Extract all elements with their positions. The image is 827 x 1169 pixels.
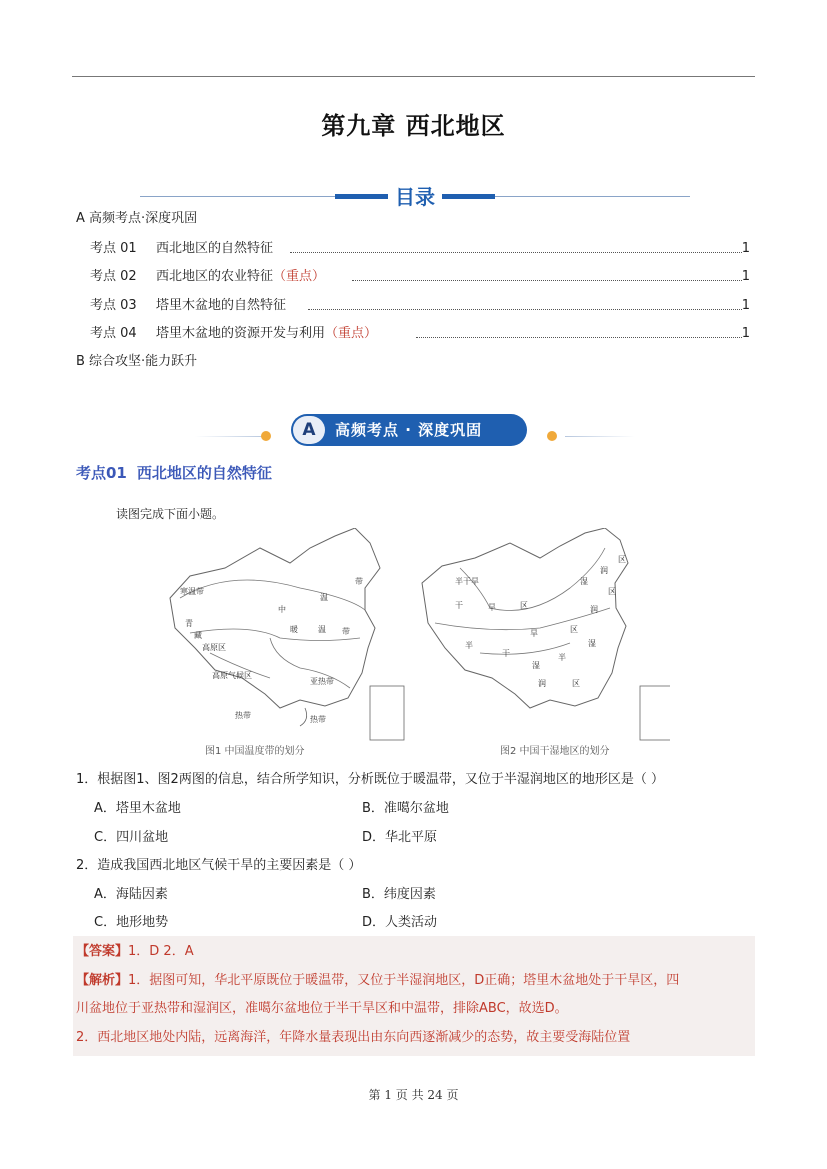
toc-entry-page: 1 <box>741 326 750 341</box>
toc-entry-num: 考点 02 <box>90 269 137 284</box>
map2-label: 润 <box>600 566 608 575</box>
question-1: 1．根据图1、图2两图的信息，结合所学知识，分析既位于暖温带，又位于半湿润地区的地形区是（ ） <box>76 772 664 787</box>
map2-label: 区 <box>520 601 528 610</box>
map1-label: 带 <box>342 627 350 636</box>
map2-label: 润 <box>538 679 546 688</box>
instruction-text: 读图完成下面小题。 <box>116 507 225 521</box>
map1-label: 带 <box>355 577 363 586</box>
banner-rule-left <box>195 436 265 437</box>
map2-label: 半干旱 <box>455 577 479 586</box>
map2-label: 润 <box>590 605 598 614</box>
map2-label: 湿 <box>580 577 588 586</box>
analysis-text: 1．据图可知，华北平原既位于暖温带，又位于半湿润地区，D正确；塔里木盆地处于干旱区，四 <box>128 973 680 988</box>
q1-option-a[interactable]: A．塔里木盆地 <box>94 801 181 816</box>
map2-label: 干 <box>455 601 463 610</box>
q2-option-c[interactable]: C．地形地势 <box>94 915 169 930</box>
toc-entry-num: 考点 03 <box>90 298 137 313</box>
q1-option-d[interactable]: D．华北平原 <box>362 830 438 845</box>
map2-label: 旱 <box>530 629 538 638</box>
map-temperature-zones <box>170 528 404 757</box>
toc-section-a[interactable]: A 高频考点·深度巩固 <box>76 211 198 226</box>
map1-label: 温 <box>320 593 328 602</box>
toc-entry-title: 西北地区的农业特征（重点） <box>156 269 326 284</box>
toc-entry[interactable] <box>90 240 750 258</box>
analysis-label: 【解析】 <box>76 973 129 988</box>
map2-label: 半 <box>558 653 566 662</box>
map1-label: 亚热带 <box>310 677 334 686</box>
toc-entry-page: 1 <box>741 298 750 313</box>
map-dry-wet-zones <box>422 528 670 757</box>
toc-entry-title: 西北地区的自然特征 <box>156 241 274 256</box>
section-banner <box>195 414 635 448</box>
map2-label: 区 <box>608 587 616 596</box>
toc-entry[interactable] <box>90 297 750 315</box>
map1-label: 温 <box>318 625 326 634</box>
analysis-line-2: 川盆地位于亚热带和湿润区，准噶尔盆地位于半干旱区和中温带，排除ABC，故选D。 <box>76 1001 568 1016</box>
toc-entry-title: 塔里木盆地的资源开发与利用（重点） <box>156 326 378 341</box>
map2-label: 旱 <box>488 603 496 612</box>
toc-section-b[interactable]: B 综合攻坚·能力跃升 <box>76 354 198 369</box>
q1-option-c[interactable]: C．四川盆地 <box>94 830 169 845</box>
map2-label: 湿 <box>588 639 596 648</box>
banner-letter: A <box>293 416 325 444</box>
answer-text: 1．D 2．A <box>128 944 194 959</box>
banner-dot-right <box>547 431 557 441</box>
toc-leader-dots <box>352 280 742 281</box>
map1-label: 高原气候区 <box>212 671 252 680</box>
map2-label: 半 <box>465 641 473 650</box>
map1-label: 暖 <box>290 625 298 634</box>
banner-rule-right <box>565 436 635 437</box>
toc-entry[interactable] <box>90 268 750 286</box>
map1-label: 藏 <box>194 631 202 640</box>
toc-leader-dots <box>308 309 742 310</box>
header-rule <box>72 76 755 77</box>
kp-title: 西北地区的自然特征 <box>136 464 272 482</box>
toc-entry-title: 塔里木盆地的自然特征 <box>156 298 287 313</box>
knowledge-point-heading <box>76 462 272 483</box>
banner-dot-left <box>261 431 271 441</box>
map1-label: 热带 <box>310 715 326 724</box>
toc-entry[interactable] <box>90 325 750 343</box>
map2-label: 干 <box>502 649 510 658</box>
map2-label: 区 <box>618 555 626 564</box>
map1-label: 中 <box>278 605 286 614</box>
map2-caption: 图2 中国干湿地区的划分 <box>500 746 610 757</box>
map2-label: 区 <box>572 679 580 688</box>
toc-title: 目录 <box>395 185 435 209</box>
toc-entry-num: 考点 04 <box>90 326 137 341</box>
map2-label: 湿 <box>532 661 540 670</box>
map1-label: 寒温带 <box>180 587 204 596</box>
analysis-line-3: 2．西北地区地处内陆，远离海洋，年降水量表现出由东向西逐渐减少的态势，故主要受海陆位置 <box>76 1030 631 1045</box>
analysis-line-1 <box>76 969 679 988</box>
toc-entry-num: 考点 01 <box>90 241 137 256</box>
toc-bar-right <box>442 194 495 199</box>
map1-caption: 图1 中国温度带的划分 <box>205 746 305 757</box>
map2-label: 区 <box>570 625 578 634</box>
toc-entry-page: 1 <box>741 241 750 256</box>
q2-option-d[interactable]: D．人类活动 <box>362 915 438 930</box>
toc-rule-right <box>495 196 690 197</box>
q1-option-b[interactable]: B．准噶尔盆地 <box>362 801 449 816</box>
kp-number: 考点01 <box>76 464 127 482</box>
toc-heading <box>140 180 690 210</box>
toc-entry-page: 1 <box>741 269 750 284</box>
answer-label: 【答案】 <box>76 944 129 959</box>
map1-label: 青 <box>185 619 193 628</box>
map1-label: 高原区 <box>202 643 226 652</box>
question-2: 2．造成我国西北地区气候干旱的主要因素是（ ） <box>76 858 362 873</box>
toc-bar-left <box>335 194 388 199</box>
climate-maps-figure <box>150 528 670 768</box>
toc-rule-left <box>140 196 335 197</box>
map1-label: 热带 <box>235 711 251 720</box>
banner-text: 高频考点 · 深度巩固 <box>335 421 483 439</box>
page-footer: 第 1 页 共 24 页 <box>368 1088 459 1102</box>
chapter-title: 第九章 西北地区 <box>321 112 506 140</box>
toc-leader-dots <box>290 252 742 253</box>
toc-leader-dots <box>416 337 742 338</box>
answer-line <box>76 940 194 959</box>
q2-option-a[interactable]: A．海陆因素 <box>94 887 168 902</box>
q2-option-b[interactable]: B．纬度因素 <box>362 887 436 902</box>
